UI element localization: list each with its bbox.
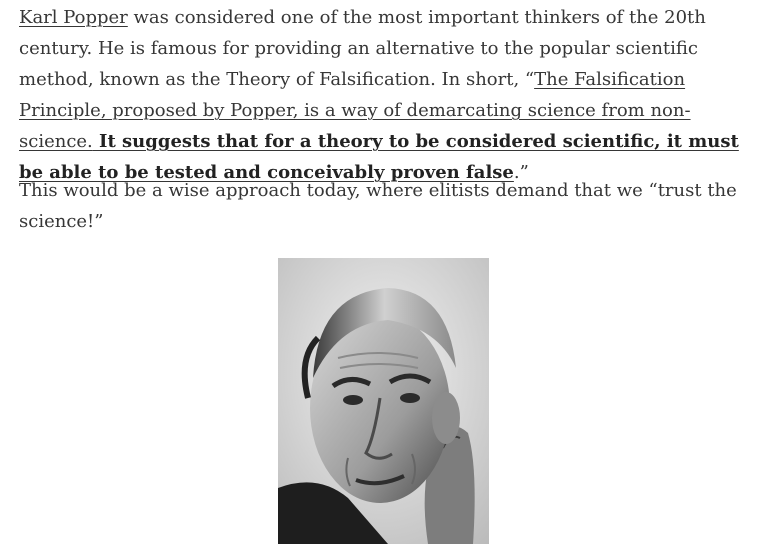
quote-part-1: The Falsification Principle, proposed by Popper, is a way of demarcating science from non-science. — [19, 69, 691, 152]
karl-popper-link[interactable]: Karl Popper — [19, 7, 128, 28]
paragraph-conclusion: This would be a wise approach today, where elitists demand that we “trust the science!” — [19, 180, 737, 232]
quote-part-2-bold: It suggests that for a theory to be considered scientific, it must be able to be tested and conceivably proven false — [19, 131, 739, 183]
karl-popper-portrait — [278, 258, 489, 544]
intro-text: was considered one of the most important thinkers of the 20th century. He is famous for providing an alternative to the popular scientific method, known as the Theory of Falsification. In short, “ — [19, 7, 706, 90]
paragraph-intro — [19, 2, 764, 188]
intro-text-end: .” — [513, 162, 529, 183]
